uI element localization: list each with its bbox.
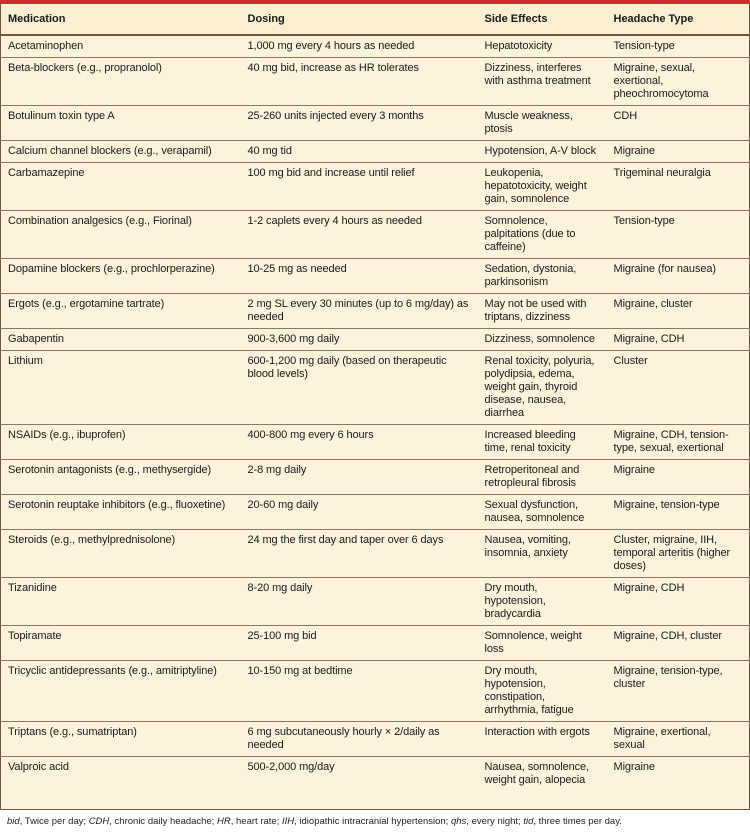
cell-medication: Calcium channel blockers (e.g., verapamil) <box>1 141 241 163</box>
cell-dosing: 2-8 mg daily <box>241 460 478 495</box>
cell-headache-type: Migraine (for nausea) <box>607 259 750 294</box>
cell-side-effects: Dizziness, interferes with asthma treatment <box>478 58 607 106</box>
cell-medication: NSAIDs (e.g., ibuprofen) <box>1 425 241 460</box>
cell-dosing: 10-25 mg as needed <box>241 259 478 294</box>
cell-headache-type: CDH <box>607 106 750 141</box>
table-row <box>1 495 750 530</box>
cell-dosing: 600-1,200 mg daily (based on therapeutic blood levels) <box>241 351 478 425</box>
table-row <box>1 425 750 460</box>
footnote-abbr: tid <box>523 816 534 827</box>
table-row <box>1 351 750 425</box>
table-row <box>1 163 750 211</box>
cell-medication: Lithium <box>1 351 241 425</box>
cell-dosing: 400-800 mg every 6 hours <box>241 425 478 460</box>
cell-medication: Botulinum toxin type A <box>1 106 241 141</box>
cell-dosing: 40 mg tid <box>241 141 478 163</box>
cell-medication: Acetaminophen <box>8 40 84 52</box>
footnote-definition: , three times per day. <box>533 816 622 827</box>
footnote-abbr: qhs <box>450 816 467 827</box>
cell-side-effects: Hepatotoxicity <box>484 40 553 52</box>
cell-headache-type: Migraine <box>607 460 750 495</box>
cell-headache-type: Migraine, cluster <box>607 294 750 329</box>
cell-side-effects: Somnolence, weight loss <box>478 626 607 661</box>
cell-side-effects: Hypotension, A-V block <box>478 141 607 163</box>
cell-side-effects: Sedation, dystonia, parkinsonism <box>478 259 607 294</box>
cell-dosing: 100 mg bid and increase until relief <box>241 163 478 211</box>
cell-medication: Tricyclic antidepressants (e.g., amitriptyline) <box>1 661 241 722</box>
cell-dosing: 500-2,000 mg/day <box>241 757 478 810</box>
table-row <box>1 294 750 329</box>
table-row <box>1 211 750 259</box>
cell-dosing: 10-150 mg at bedtime <box>241 661 478 722</box>
table-row <box>1 661 750 722</box>
cell-medication: Combination analgesics (e.g., Fiorinal) <box>1 211 241 259</box>
table-row <box>1 757 750 810</box>
table-row <box>1 259 750 294</box>
cell-dosing: 6 mg subcutaneously hourly × 2/daily as needed <box>241 722 478 757</box>
cell-headache-type: Migraine, sexual, exertional, pheochromocytoma <box>607 58 750 106</box>
table-row <box>1 329 750 351</box>
cell-side-effects: Dry mouth, hypotension, bradycardia <box>478 578 607 626</box>
cell-medication: Triptans (e.g., sumatriptan) <box>1 722 241 757</box>
footnote-abbr: HR <box>217 816 231 827</box>
cell-headache-type: Cluster <box>607 351 750 425</box>
footnote-abbr: CDH <box>88 816 110 827</box>
cell-medication: Topiramate <box>1 626 241 661</box>
cell-medication: Gabapentin <box>1 329 241 351</box>
header-dosing: Dosing <box>241 4 478 35</box>
cell-side-effects: Nausea, somnolence, weight gain, alopecia <box>478 757 607 810</box>
cell-medication: Ergots (e.g., ergotamine tartrate) <box>1 294 241 329</box>
cell-side-effects: Somnolence, palpitations (due to caffeine) <box>478 211 607 259</box>
cell-medication: Serotonin reuptake inhibitors (e.g., fluoxetine) <box>1 495 241 530</box>
cell-headache-type: Migraine, CDH <box>607 578 750 626</box>
cell-dosing: 20-60 mg daily <box>241 495 478 530</box>
cell-medication: Valproic acid <box>1 757 241 810</box>
cell-headache-type: Tension-type <box>613 40 675 52</box>
cell-headache-type: Migraine, exertional, sexual <box>607 722 750 757</box>
cell-headache-type: Migraine, CDH, tension-type, sexual, exertional <box>607 425 750 460</box>
cell-medication: Beta-blockers (e.g., propranolol) <box>1 58 241 106</box>
cell-dosing: 25-100 mg bid <box>241 626 478 661</box>
cell-side-effects: Dry mouth, hypotension, constipation, arrhythmia, fatigue <box>478 661 607 722</box>
cell-side-effects: Increased bleeding time, renal toxicity <box>478 425 607 460</box>
cell-dosing: 25-260 units injected every 3 months <box>241 106 478 141</box>
cell-dosing: 1-2 caplets every 4 hours as needed <box>241 211 478 259</box>
cell-dosing: 24 mg the first day and taper over 6 days <box>241 530 478 578</box>
cell-side-effects: Sexual dysfunction, nausea, somnolence <box>478 495 607 530</box>
table-row <box>1 530 750 578</box>
footnote-definition: , Twice per day; <box>19 816 89 827</box>
table-row <box>1 35 750 58</box>
cell-headache-type: Migraine <box>607 141 750 163</box>
footnote-definition: , every night; <box>466 816 524 827</box>
table-row <box>1 578 750 626</box>
cell-dosing: 900-3,600 mg daily <box>241 329 478 351</box>
cell-headache-type: Cluster, migraine, IIH, temporal arteritis (higher doses) <box>607 530 750 578</box>
footnote-abbr: bid <box>7 816 20 827</box>
cell-headache-type: Migraine, tension-type, cluster <box>607 661 750 722</box>
footnote-abbr: IIH <box>281 816 295 827</box>
medication-table <box>0 4 750 810</box>
cell-side-effects: Dizziness, somnolence <box>478 329 607 351</box>
table-row <box>1 141 750 163</box>
cell-side-effects: Leukopenia, hepatotoxicity, weight gain, somnolence <box>478 163 607 211</box>
table-row <box>1 722 750 757</box>
cell-dosing: 8-20 mg daily <box>241 578 478 626</box>
footnote-definition: , idiopathic intracranial hypertension; <box>294 816 451 827</box>
cell-dosing: 1,000 mg every 4 hours as needed <box>247 40 415 52</box>
cell-headache-type: Migraine <box>607 757 750 810</box>
footnote <box>0 810 750 833</box>
cell-side-effects: Renal toxicity, polyuria, polydipsia, edema, weight gain, thyroid disease, nausea, diarrhea <box>478 351 607 425</box>
cell-side-effects: Muscle weakness, ptosis <box>478 106 607 141</box>
header-row <box>1 4 750 35</box>
cell-side-effects: Retroperitoneal and retropleural fibrosis <box>478 460 607 495</box>
cell-side-effects: Nausea, vomiting, insomnia, anxiety <box>478 530 607 578</box>
footnote-definition: , chronic daily headache; <box>109 816 218 827</box>
cell-headache-type: Tension-type <box>607 211 750 259</box>
cell-medication: Carbamazepine <box>1 163 241 211</box>
cell-dosing: 2 mg SL every 30 minutes (up to 6 mg/day) as needed <box>241 294 478 329</box>
table-row <box>1 58 750 106</box>
cell-side-effects: May not be used with triptans, dizziness <box>478 294 607 329</box>
cell-medication: Serotonin antagonists (e.g., methysergide) <box>1 460 241 495</box>
cell-side-effects: Interaction with ergots <box>478 722 607 757</box>
cell-headache-type: Trigeminal neuralgia <box>607 163 750 211</box>
cell-medication: Steroids (e.g., methylprednisolone) <box>1 530 241 578</box>
cell-medication: Dopamine blockers (e.g., prochlorperazine) <box>1 259 241 294</box>
header-side-effects: Side Effects <box>478 4 607 35</box>
header-headache-type: Headache Type <box>607 4 750 35</box>
table-row <box>1 460 750 495</box>
cell-headache-type: Migraine, CDH, cluster <box>607 626 750 661</box>
footnote-definition: , heart rate; <box>230 816 282 827</box>
cell-headache-type: Migraine, tension-type <box>607 495 750 530</box>
cell-medication: Tizanidine <box>1 578 241 626</box>
cell-dosing: 40 mg bid, increase as HR tolerates <box>241 58 478 106</box>
table-row <box>1 626 750 661</box>
table-row <box>1 106 750 141</box>
header-medication: Medication <box>1 4 241 35</box>
cell-headache-type: Migraine, CDH <box>607 329 750 351</box>
